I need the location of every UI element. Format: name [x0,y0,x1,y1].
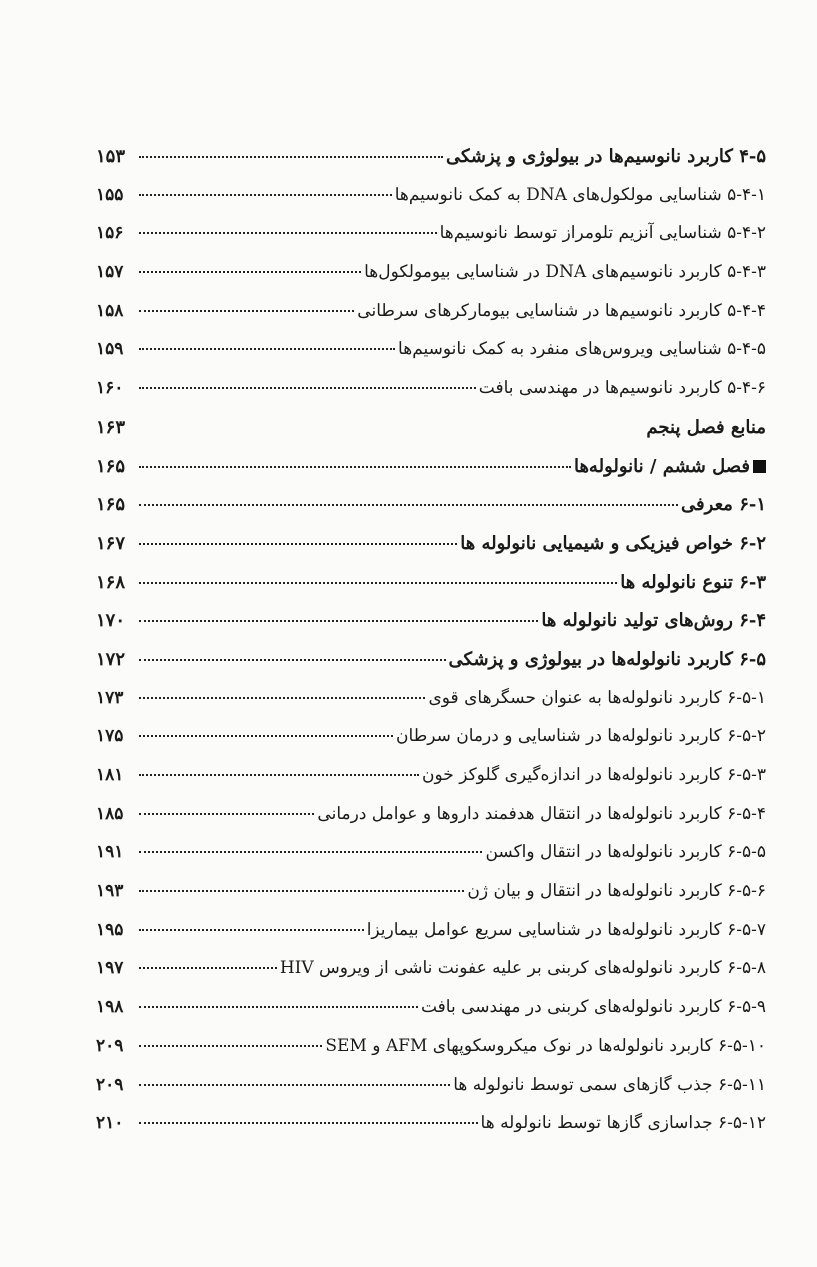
dot-leader [139,1122,478,1124]
toc-entry-title-text: منابع فصل پنجم [646,416,766,438]
dot-leader [139,543,457,545]
dot-leader [139,466,571,468]
dot-leader [139,697,425,699]
toc-entry[interactable] [96,146,766,185]
toc-entry[interactable] [96,881,766,920]
toc-entry-title [367,920,766,940]
toc-entry-title-text: ۶-۵-۱۰ کاربرد نانولوله‌ها در نوک میکروسکوپهای AFM و SEM [325,1035,766,1056]
toc-entry-page-number: ۱۹۸ [96,997,124,1018]
toc-entry-title [481,1113,766,1133]
toc-entry[interactable] [96,1113,766,1152]
toc-entry-title [325,1036,766,1056]
toc-entry-title-text: ۶-۵-۳ کاربرد نانولوله‌ها در اندازه‌گیری گلوکز خون [422,765,766,785]
dot-leader [139,620,538,622]
toc-entry-title-text: ۶-۲ خواص فیزیکی و شیمیایی نانولوله ها [460,532,766,554]
dot-leader [139,387,476,389]
toc-entry-title-text: ۵-۴-۳ کاربرد نانوسیم‌های DNA در شناسایی بیومولکول‌ها [364,262,766,283]
toc-entry-page-number: ۱۶۵ [96,494,126,516]
toc-entry-title [453,1075,766,1095]
toc-entry-title [422,765,766,785]
toc-entry-page-number: ۱۶۸ [96,571,126,593]
toc-entry[interactable] [96,533,766,572]
toc-entry-title-text: ۴-۵ کاربرد نانوسیم‌ها در بیولوژی و پزشکی [445,146,766,167]
toc-entry-title [280,958,766,978]
toc-entry-title-text: ۶-۱ معرفی [681,494,766,516]
toc-entry-title [620,572,766,593]
toc-entry-page-number: ۲۱۰ [96,1113,124,1134]
toc-entry-page-number: ۱۷۰ [96,610,126,632]
toc-entry-title-text: ۶-۵-۸ کاربرد نانولوله‌های کربنی بر علیه عفونت ناشی از ویروس HIV [279,958,766,979]
toc-entry[interactable] [96,688,766,727]
toc-entry[interactable] [96,262,766,301]
toc-entry[interactable] [96,997,766,1036]
toc-entry-title [446,146,766,167]
toc-entry-page-number: ۱۷۵ [96,726,124,747]
toc-entry-page-number: ۱۸۵ [96,803,124,824]
toc-entry-title-text: ۶-۵-۷ کاربرد نانولوله‌ها در شناسایی سریع عوامل بیماریزا [366,919,766,940]
toc-entry-page-number: ۱۵۸ [96,300,124,321]
toc-entry-title [428,688,766,708]
dot-leader [139,310,354,312]
dot-leader [139,774,419,776]
toc-entry-title [646,417,766,438]
toc-entry-title [357,301,766,321]
toc-entry-page-number: ۱۵۶ [96,223,124,244]
toc-entry-title-text: فصل ششم / نانولوله‌ها [573,455,750,477]
toc-entry[interactable] [96,417,766,456]
toc-entry-title-text: ۶-۳ تنوع نانولوله ها [620,571,766,593]
toc-entry[interactable] [96,339,766,378]
toc-entry-page-number: ۱۶۵ [96,455,126,477]
toc-entry[interactable] [96,301,766,340]
dot-leader [139,504,678,506]
toc-entry-title [421,997,766,1017]
toc-entry-title-text: ۶-۴ روش‌های تولید نانولوله ها [541,610,766,632]
toc-entry-title-text: ۶-۵ کاربرد نانولوله‌ها در بیولوژی و پزشکی [448,648,766,670]
dot-leader [139,348,395,350]
dot-leader [139,194,392,196]
toc-entry-page-number: ۱۵۹ [96,339,124,360]
toc-entry-title-text: ۵-۴-۵ شناسایی ویروس‌های منفرد به کمک نانوسیم‌ها [398,339,766,360]
dot-leader [139,735,393,737]
toc-entry-title-text: ۶-۵-۲ کاربرد نانولوله‌ها در شناسایی و درمان سرطان [396,726,766,747]
toc-entry-title [681,494,766,515]
toc-entry[interactable] [96,610,766,649]
toc-entry[interactable] [96,842,766,881]
toc-entry-title-text: ۶-۵-۵ کاربرد نانولوله‌ها در انتقال واکسن [485,842,766,863]
dot-leader [139,659,446,661]
toc-entry-page-number: ۱۹۵ [96,919,124,940]
toc-entry-title [479,378,766,398]
toc-entry[interactable] [96,958,766,997]
dot-leader [139,271,361,273]
toc-entry[interactable] [96,378,766,417]
toc-entry-title [485,842,766,862]
toc-entry-page-number: ۱۵۵ [96,184,124,205]
dot-leader [139,967,277,969]
dot-leader [139,1084,450,1086]
toc-entry-page-number: ۱۹۷ [96,958,124,979]
dot-leader [139,427,643,429]
toc-entry[interactable] [96,726,766,765]
dot-leader [139,582,617,584]
table-of-contents [96,146,766,1152]
toc-entry-page-number: ۱۵۷ [96,262,124,283]
toc-entry-page-number: ۱۹۱ [96,842,124,863]
toc-entry-title-text: ۵-۴-۱ شناسایی مولکول‌های DNA به کمک نانوسیم‌ها [394,184,766,205]
dot-leader [139,890,464,892]
toc-entry[interactable] [96,185,766,224]
toc-entry-page-number: ۲۰۹ [96,1074,124,1095]
dot-leader [139,813,314,815]
toc-entry-title-text: ۵-۴-۴ کاربرد نانوسیم‌ها در شناسایی بیومارکرهای سرطانی [357,300,766,321]
toc-entry[interactable] [96,494,766,533]
toc-entry[interactable] [96,920,766,959]
toc-entry-title [460,533,766,554]
toc-entry-title [467,881,766,901]
toc-entry-page-number: ۱۸۱ [96,765,124,785]
toc-entry-title-text: ۶-۵-۱ کاربرد نانولوله‌ها به عنوان حسگرهای قوی [428,687,766,708]
toc-entry-title [317,804,766,824]
toc-entry-page-number: ۱۶۳ [96,416,126,438]
dot-leader [139,929,364,931]
toc-entry-page-number: ۱۷۳ [96,687,124,708]
toc-entry[interactable] [96,223,766,262]
toc-entry-title [574,456,766,477]
toc-entry-title-text: ۶-۵-۱۲ جداسازی گازها توسط نانولوله ها [480,1113,766,1134]
toc-entry-page-number: ۱۵۳ [96,146,126,167]
toc-entry[interactable] [96,804,766,843]
toc-entry-title [449,649,766,670]
toc-entry-page-number: ۲۰۹ [96,1035,124,1056]
toc-entry-page-number: ۱۷۲ [96,648,126,670]
toc-entry-title-text: ۶-۵-۱۱ جذب گازهای سمی توسط نانولوله ها [453,1074,766,1095]
toc-entry-title-text: ۶-۵-۶ کاربرد نانولوله‌ها در انتقال و بیان ژن [467,881,766,902]
dot-leader [139,1045,322,1047]
toc-entry-title [398,339,766,359]
dot-leader [139,232,437,234]
chapter-marker-icon [753,460,766,473]
toc-entry-page-number: ۱۶۷ [96,532,126,554]
toc-entry[interactable] [96,1036,766,1075]
toc-entry-title [395,185,766,205]
dot-leader [139,851,482,853]
toc-entry-title [440,223,766,243]
toc-entry-page-number: ۱۶۰ [96,378,124,399]
toc-entry[interactable] [96,1075,766,1114]
toc-entry-title-text: ۵-۴-۲ شناسایی آنزیم تلومراز توسط نانوسیم‌ها [439,223,766,244]
toc-entry[interactable] [96,456,766,495]
toc-entry-page-number: ۱۹۳ [96,881,124,902]
toc-entry-title [396,726,766,746]
toc-entry-title [364,262,766,282]
dot-leader [139,1006,418,1008]
toc-entry[interactable] [96,649,766,688]
toc-entry-title-text: ۶-۵-۴ کاربرد نانولوله‌ها در انتقال هدفمند داروها و عوامل درمانی [317,803,766,824]
toc-entry[interactable] [96,765,766,804]
toc-entry-title-text: ۵-۴-۶ کاربرد نانوسیم‌ها در مهندسی بافت [478,378,766,399]
dot-leader [139,156,443,158]
toc-entry[interactable] [96,572,766,611]
toc-entry-title [541,610,766,631]
toc-entry-title-text: ۶-۵-۹ کاربرد نانولوله‌های کربنی در مهندسی بافت [420,997,766,1018]
